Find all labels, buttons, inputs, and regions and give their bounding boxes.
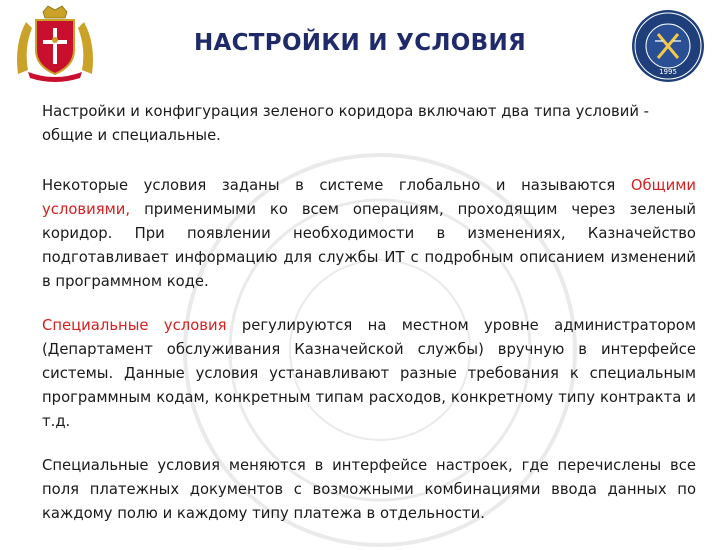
paragraph-3-end: регулируются на местном уровне администратором (Департамент обслуживания Казначейской службы) вручную в интерфейсе системы. Данные условия устанавливают разные требования к специальным программным кодам, конкретным типам расходов, конкретному типу контракта и т.д. <box>42 317 696 430</box>
paragraph-2 <box>42 174 696 294</box>
seal-year: 1995 <box>659 68 677 76</box>
paragraph-1: Настройки и конфигурация зеленого коридора включают два типа условий - общие и специальные. <box>42 103 650 144</box>
paragraph-2-end: применимыми ко всем операциям, проходящим через зеленый коридор. При появлении необходимости в изменениях, Казначейство подготавливает информацию для службы ИТ с подробным описанием изменений в программном коде. <box>42 201 696 290</box>
paragraph-3 <box>42 314 696 434</box>
paragraph-4: Специальные условия меняются в интерфейсе настроек, где перечислены все поля платежных документов с возможными комбинациями ввода данных по каждому полю и каждому типу платежа в отдельности. <box>42 457 696 522</box>
paragraph-2-start: Некоторые условия заданы в системе глобально и называются <box>42 177 631 194</box>
body-text <box>42 100 696 546</box>
special-conditions-term: Специальные условия <box>42 317 227 334</box>
general-conditions-term: Общими условиями, <box>42 177 696 218</box>
page-title: НАСТРОЙКИ И УСЛОВИЯ <box>193 30 527 56</box>
